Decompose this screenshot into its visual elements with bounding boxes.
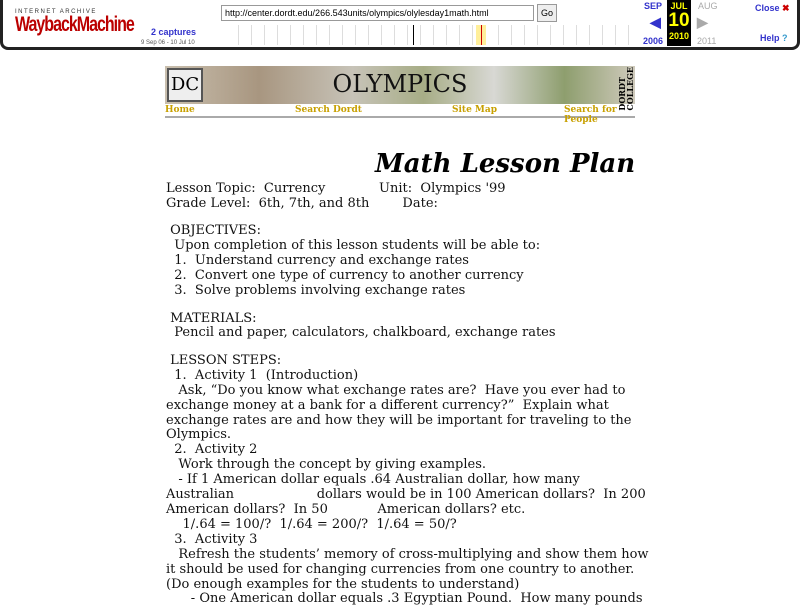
lesson-body xyxy=(166,181,649,607)
prev-arrow-icon[interactable]: ◀ xyxy=(650,14,661,30)
capture-mark[interactable] xyxy=(413,25,414,45)
materials-section xyxy=(166,312,636,342)
help-button[interactable] xyxy=(760,33,788,43)
url-input[interactable]: http://center.dordt.edu/266.543units/olympics/olylesday1math.html xyxy=(221,5,534,21)
wayback-toolbar xyxy=(0,0,800,50)
wayback-logo[interactable]: WaybackMachine xyxy=(15,14,134,37)
text-line: 3. Solve problems involving exchange rates xyxy=(166,283,466,299)
text-line: Work through the concept by giving examples. xyxy=(166,457,487,473)
current-year: 2010 xyxy=(668,31,690,41)
next-arrow-icon: ▶ xyxy=(697,14,708,30)
text-line: - One American dollar equals .3 Egyptian Pound. How many pounds xyxy=(166,591,643,607)
prev-month[interactable]: SEP xyxy=(644,1,663,11)
text-line: Australian dollars would be in 100 American dollars? In 200 xyxy=(166,487,646,503)
current-date xyxy=(667,0,691,46)
text-line: 1. Understand currency and exchange rates xyxy=(166,253,469,269)
next-year: 2011 xyxy=(697,36,717,46)
text-line: exchange money at a bank for a different currency?” Explain what xyxy=(166,397,609,413)
text-line: it should be used for changing currencies from one country to another. xyxy=(166,561,635,577)
prev-year[interactable]: 2006 xyxy=(643,36,664,46)
text-line: Grade Level: 6th, 7th, and 8th Date: xyxy=(166,195,438,211)
captures-link[interactable]: 2 captures xyxy=(151,27,197,37)
close-label: Close xyxy=(755,3,780,13)
text-line: Upon completion of this lesson students will be able to: xyxy=(166,238,541,254)
page-title: Math Lesson Plan xyxy=(375,149,636,179)
nav-home[interactable]: Home xyxy=(165,105,195,115)
capture-mark-current[interactable] xyxy=(481,25,482,45)
wayback-logo-top: INTERNET ARCHIVE xyxy=(15,9,97,15)
college-logo: DORDT COLLEGE xyxy=(617,66,635,111)
site-nav xyxy=(165,105,635,125)
text-line: 3. Activity 3 xyxy=(166,531,258,547)
close-icon: ✖ xyxy=(782,3,790,13)
text-line: 1. Activity 1 (Introduction) xyxy=(166,367,359,383)
text-line: OBJECTIVES: xyxy=(166,223,261,239)
header-info xyxy=(166,182,636,212)
current-month: JUL xyxy=(670,1,688,11)
text-line: MATERIALS: xyxy=(166,310,257,326)
help-icon: ? xyxy=(782,33,788,43)
next-month: AUG xyxy=(698,1,718,11)
objectives-section xyxy=(166,224,636,299)
text-line: Lesson Topic: Currency Unit: Olympics '99 xyxy=(166,181,506,196)
text-line: LESSON STEPS: xyxy=(166,352,282,368)
capture-range: 9 Sep 06 - 10 Jul 10 xyxy=(141,40,195,46)
help-label: Help xyxy=(760,33,780,43)
text-line: Refresh the students’ memory of cross-multiplying and show them how xyxy=(166,546,649,562)
text-line: American dollars? In 50 American dollars? etc. xyxy=(166,502,526,517)
nav-search-people[interactable]: Search for People xyxy=(564,105,617,125)
lesson-steps-section xyxy=(166,352,649,607)
dc-logo[interactable]: DC xyxy=(167,68,203,102)
text-line: (Do enough examples for the students to understand) xyxy=(166,576,520,592)
text-line: Olympics. xyxy=(166,427,232,443)
text-line: 2. Convert one type of currency to another currency xyxy=(166,268,524,284)
timeline[interactable] xyxy=(226,25,633,45)
banner-title: OLYMPICS xyxy=(332,70,468,98)
current-day: 10 xyxy=(668,10,690,31)
text-line: 2. Activity 2 xyxy=(166,442,258,458)
text-line: - If 1 American dollar equals .64 Australian dollar, how many xyxy=(166,472,580,488)
text-line: 1/.64 = 100/? 1/.64 = 200/? 1/.64 = 50/? xyxy=(166,516,457,532)
text-line: Ask, “Do you know what exchange rates are? Have you ever had to xyxy=(166,382,626,398)
go-button[interactable]: Go xyxy=(537,4,557,22)
nav-search-dordt[interactable]: Search Dordt xyxy=(295,105,362,115)
nav-site-map[interactable]: Site Map xyxy=(452,105,498,115)
close-button[interactable] xyxy=(755,3,790,14)
text-line: Pencil and paper, calculators, chalkboard, exchange rates xyxy=(166,325,556,341)
text-line: exchange rates are and how they will be important for traveling to the xyxy=(166,412,632,428)
